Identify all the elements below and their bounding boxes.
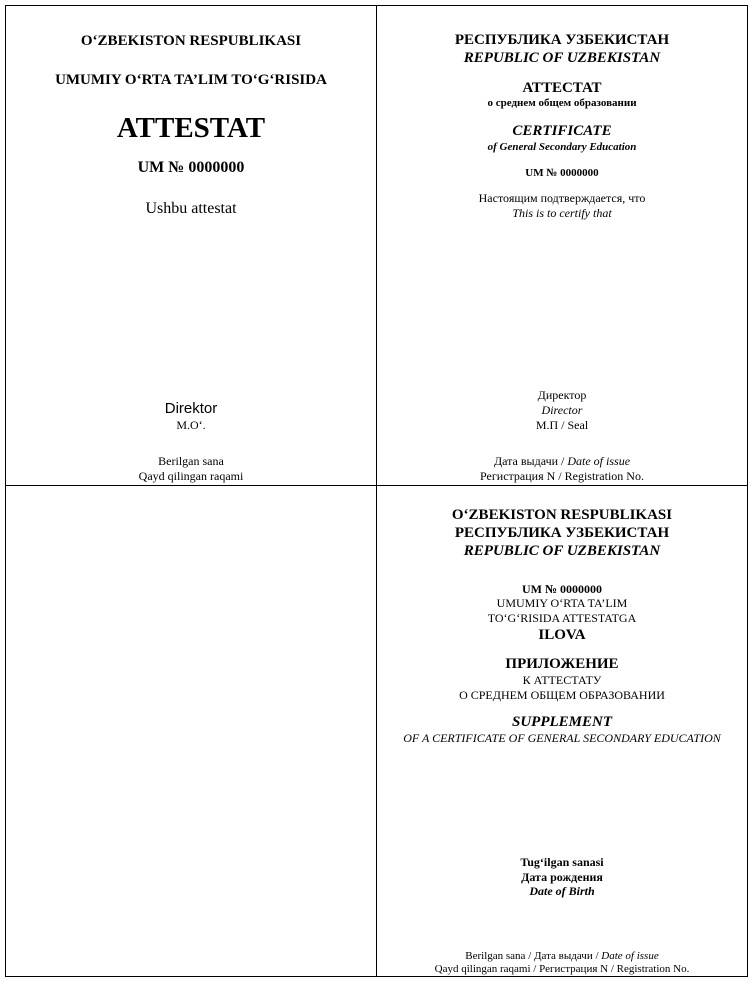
ru-line-2: О СРЕДНЕМ ОБЩЕМ ОБРАЗОВАНИИ [459,688,665,702]
issue-date-ru: Дата выдачи / [493,454,568,468]
uz-title: ILOVA [538,627,586,643]
subtitle-ru: о среднем общем образовании [487,97,637,109]
country-uz: O‘ZBEKISTON RESPUBLIKASI [451,507,673,523]
seal-label: М.П / Seal [535,418,589,432]
seal-label: M.O‘. [176,418,206,432]
certificate-number: UM № 0000000 [521,582,603,596]
title-ru: АТТЕСТАТ [522,80,602,96]
attestat-title: ATTESTAT [116,112,266,144]
ru-line-1: К АТТЕСТАТУ [522,673,602,687]
certify-text: Ushbu attestat [145,200,237,217]
certify-en: This is to certify that [512,206,612,220]
certificate-number: UM № 0000000 [525,167,599,179]
dob-uz: Tug‘ilgan sanasi [520,855,604,869]
registration-label: Qayd qilingan raqami / Регистрация N / Registration No. [434,963,690,975]
registration-label: Регистрация N / Registration No. [480,469,644,483]
issue-date-label: Berilgan sana [158,454,224,468]
issue-date-en: Date of issue [567,454,631,468]
dob-ru: Дата рождения [521,870,603,884]
country-ru: РЕСПУБЛИКА УЗБЕКИСТАН [454,525,670,541]
director-en: Director [541,403,583,417]
title-en: CERTIFICATE [512,123,612,139]
uz-line-2: TO‘G‘RISIDA ATTESTATGA [487,611,637,625]
en-title: SUPPLEMENT [511,714,612,730]
director-ru: Директор [537,388,587,402]
certificate-number: UM № 0000000 [137,159,245,176]
dob-en: Date of Birth [529,884,595,898]
issue-date-prefix: Berilgan sana / Дата выдачи / [465,950,602,962]
director-label: Direktor [164,400,218,417]
horizontal-divider [5,485,748,486]
country-ru: РЕСПУБЛИКА УЗБЕКИСТАН [454,32,670,48]
uz-line-1: UMUMIY O‘RTA TA’LIM [496,596,628,610]
subtitle-en: of General Secondary Education [487,141,637,153]
issue-date-label [377,950,747,963]
ru-title: ПРИЛОЖЕНИЕ [505,656,619,672]
certify-ru: Настоящим подтверждается, что [478,191,646,205]
issue-date-label [377,455,747,469]
en-line: OF A CERTIFICATE OF GENERAL SECONDARY EDUCATION [403,731,721,745]
issue-date-en: Date of issue [601,950,659,962]
country-en: REPUBLIC OF UZBEKISTAN [463,543,661,559]
subtitle: UMUMIY O‘RTA TA’LIM TO‘G‘RISIDA [55,72,327,88]
country-title: O‘ZBEKISTON RESPUBLIKASI [80,33,302,49]
country-en: REPUBLIC OF UZBEKISTAN [463,50,661,66]
registration-label: Qayd qilingan raqami [138,469,244,483]
